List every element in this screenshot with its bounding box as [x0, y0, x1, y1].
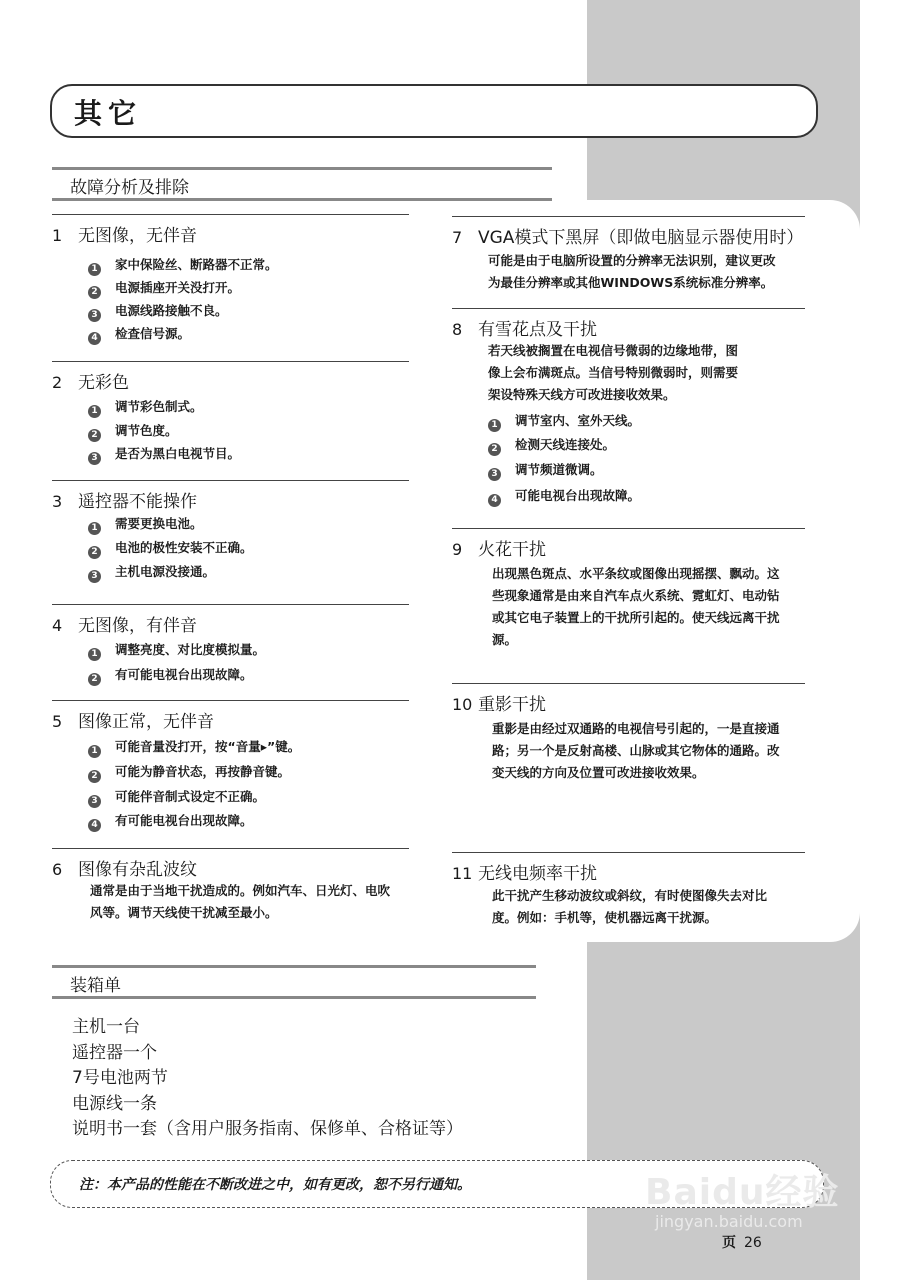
list-item: 3 可能伴音制式设定不正确。: [88, 787, 265, 808]
bullet-2-icon: 2: [488, 443, 501, 456]
trouble-item-8: 8 有雪花点及干扰: [452, 308, 805, 340]
packing-list-item: 电源线一条: [72, 1094, 157, 1114]
section-title: 装箱单: [70, 976, 121, 996]
trouble-item-7: 7 VGA模式下黑屏（即做电脑显示器使用时）: [452, 216, 805, 248]
bullet-4-icon: 4: [488, 494, 501, 507]
trouble-item-5: 5 图像正常，无伴音: [52, 700, 409, 732]
bullet-3-icon: 3: [88, 309, 101, 322]
packing-list-item: 遥控器一个: [72, 1043, 157, 1063]
item-paragraph: 通常是由于当地干扰造成的。例如汽车、日光灯、电吹 风等。调节天线使干扰减至最小。: [90, 883, 391, 920]
packing-list-item: 说明书一套（含用户服务指南、保修单、合格证等）: [72, 1119, 463, 1139]
item-paragraph: 此干扰产生移动波纹或斜纹，有时使图像失去对比 度。例如：手机等，使机器远离干扰源。: [492, 888, 768, 925]
list-item: 3 是否为黑白电视节目。: [88, 444, 240, 465]
trouble-item-1: [52, 214, 409, 246]
bullet-2-icon: 2: [88, 286, 101, 299]
section-header-troubleshooting: [52, 167, 552, 201]
section-header-packing-list: [52, 965, 536, 999]
page-title: 其它: [74, 97, 143, 130]
list-item: 3 主机电源没接通。: [88, 562, 215, 583]
list-item: 1 调节彩色制式。: [88, 397, 203, 418]
baidu-watermark: [645, 1150, 845, 1245]
bullet-3-icon: 3: [88, 452, 101, 465]
item-title: 无图像，无伴音: [78, 226, 197, 246]
item-paragraph: 重影是由经过双通路的电视信号引起的，一是直接通 路；另一个是反射高楼、山脉或其它物体的通路。改 变天线的方向及位置可改进接收效果。: [492, 721, 780, 780]
list-item: 1 需要更换电池。: [88, 514, 203, 535]
list-item: 2 检测天线连接处。: [488, 435, 615, 456]
list-item: 4 检查信号源。: [88, 324, 190, 345]
trouble-item-4: 4 无图像，有伴音: [52, 604, 409, 636]
page-label: 页: [722, 1235, 736, 1251]
list-item: 3 调节频道微调。: [488, 460, 603, 481]
list-item: 1 家中保险丝、断路器不正常。: [88, 255, 278, 276]
page-number-value: 26: [744, 1235, 762, 1251]
bullet-4-icon: 4: [88, 819, 101, 832]
trouble-item-6: 6 图像有杂乱波纹: [52, 848, 409, 880]
bullet-3-icon: 3: [88, 570, 101, 583]
item-title: 图像正常，无伴音: [78, 712, 214, 732]
page-number: [722, 1232, 762, 1252]
bullet-1-icon: 1: [88, 745, 101, 758]
list-item: 4 可能电视台出现故障。: [488, 486, 640, 507]
item-title: 火花干扰: [478, 540, 546, 560]
item-title: 无图像，有伴音: [78, 616, 197, 636]
item-title: VGA模式下黑屏（即做电脑显示器使用时）: [478, 228, 804, 248]
bullet-1-icon: 1: [88, 522, 101, 535]
list-item: 1 调整亮度、对比度模拟量。: [88, 640, 265, 661]
item-paragraph: 若天线被搁置在电视信号微弱的边缘地带，图 像上会布满斑点。当信号特别微弱时，则需要 架设特殊天线方可改进接收效果。: [488, 343, 739, 402]
trouble-item-9: 9 火花干扰: [452, 528, 805, 560]
bullet-1-icon: 1: [488, 419, 501, 432]
item-title: 遥控器不能操作: [78, 492, 197, 512]
trouble-item-10: 10 重影干扰: [452, 683, 805, 715]
list-item: 1 可能音量没打开，按“音量▸”键。: [88, 737, 300, 758]
packing-list-item: 7号电池两节: [72, 1068, 168, 1088]
page-title-box: [50, 84, 818, 138]
list-item: 1 调节室内、室外天线。: [488, 411, 640, 432]
bullet-1-icon: 1: [88, 263, 101, 276]
list-item: 4 有可能电视台出现故障。: [88, 811, 253, 832]
watermark-url: jingyan.baidu.com: [655, 1212, 803, 1231]
item-paragraph: 可能是由于电脑所设置的分辨率无法识别，建议更改 为最佳分辨率或其他WINDOWS系统标准分辨率。: [488, 253, 776, 290]
watermark-main: Baidu经验: [645, 1172, 840, 1213]
item-title: 图像有杂乱波纹: [78, 860, 197, 880]
trouble-item-2: 2 无彩色: [52, 361, 409, 393]
list-item: 3 电源线路接触不良。: [88, 301, 228, 322]
bullet-1-icon: 1: [88, 405, 101, 418]
item-title: 有雪花点及干扰: [478, 320, 597, 340]
trouble-item-11: 11 无线电频率干扰: [452, 852, 805, 884]
bullet-2-icon: 2: [88, 429, 101, 442]
list-item: 2 电池的极性安装不正确。: [88, 538, 253, 559]
bullet-3-icon: 3: [488, 468, 501, 481]
item-paragraph: 出现黑色斑点、水平条纹或图像出现摇摆、飘动。这 些现象通常是由来自汽车点火系统、霓虹灯、电动钻 或其它电子装置上的干扰所引起的。使天线远离干扰 源。: [492, 566, 780, 647]
bullet-2-icon: 2: [88, 673, 101, 686]
bullet-4-icon: 4: [88, 332, 101, 345]
note-text: 注：本产品的性能在不断改进之中，如有更改，恕不另行通知。: [79, 1177, 471, 1193]
item-number: 1: [52, 226, 63, 245]
bullet-3-icon: 3: [88, 795, 101, 808]
list-item: 2 调节色度。: [88, 421, 178, 442]
item-title: 无线电频率干扰: [478, 864, 597, 884]
trouble-item-3: 3 遥控器不能操作: [52, 480, 409, 512]
list-item: 2 可能为静音状态，再按静音键。: [88, 762, 290, 783]
bullet-1-icon: 1: [88, 648, 101, 661]
section-title: 故障分析及排除: [70, 178, 189, 198]
list-item: 2 电源插座开关没打开。: [88, 278, 240, 299]
list-item: 2 有可能电视台出现故障。: [88, 665, 253, 686]
packing-list-item: 主机一台: [72, 1017, 140, 1037]
item-title: 无彩色: [78, 373, 129, 393]
item-title: 重影干扰: [478, 695, 546, 715]
bullet-2-icon: 2: [88, 770, 101, 783]
bullet-2-icon: 2: [88, 546, 101, 559]
